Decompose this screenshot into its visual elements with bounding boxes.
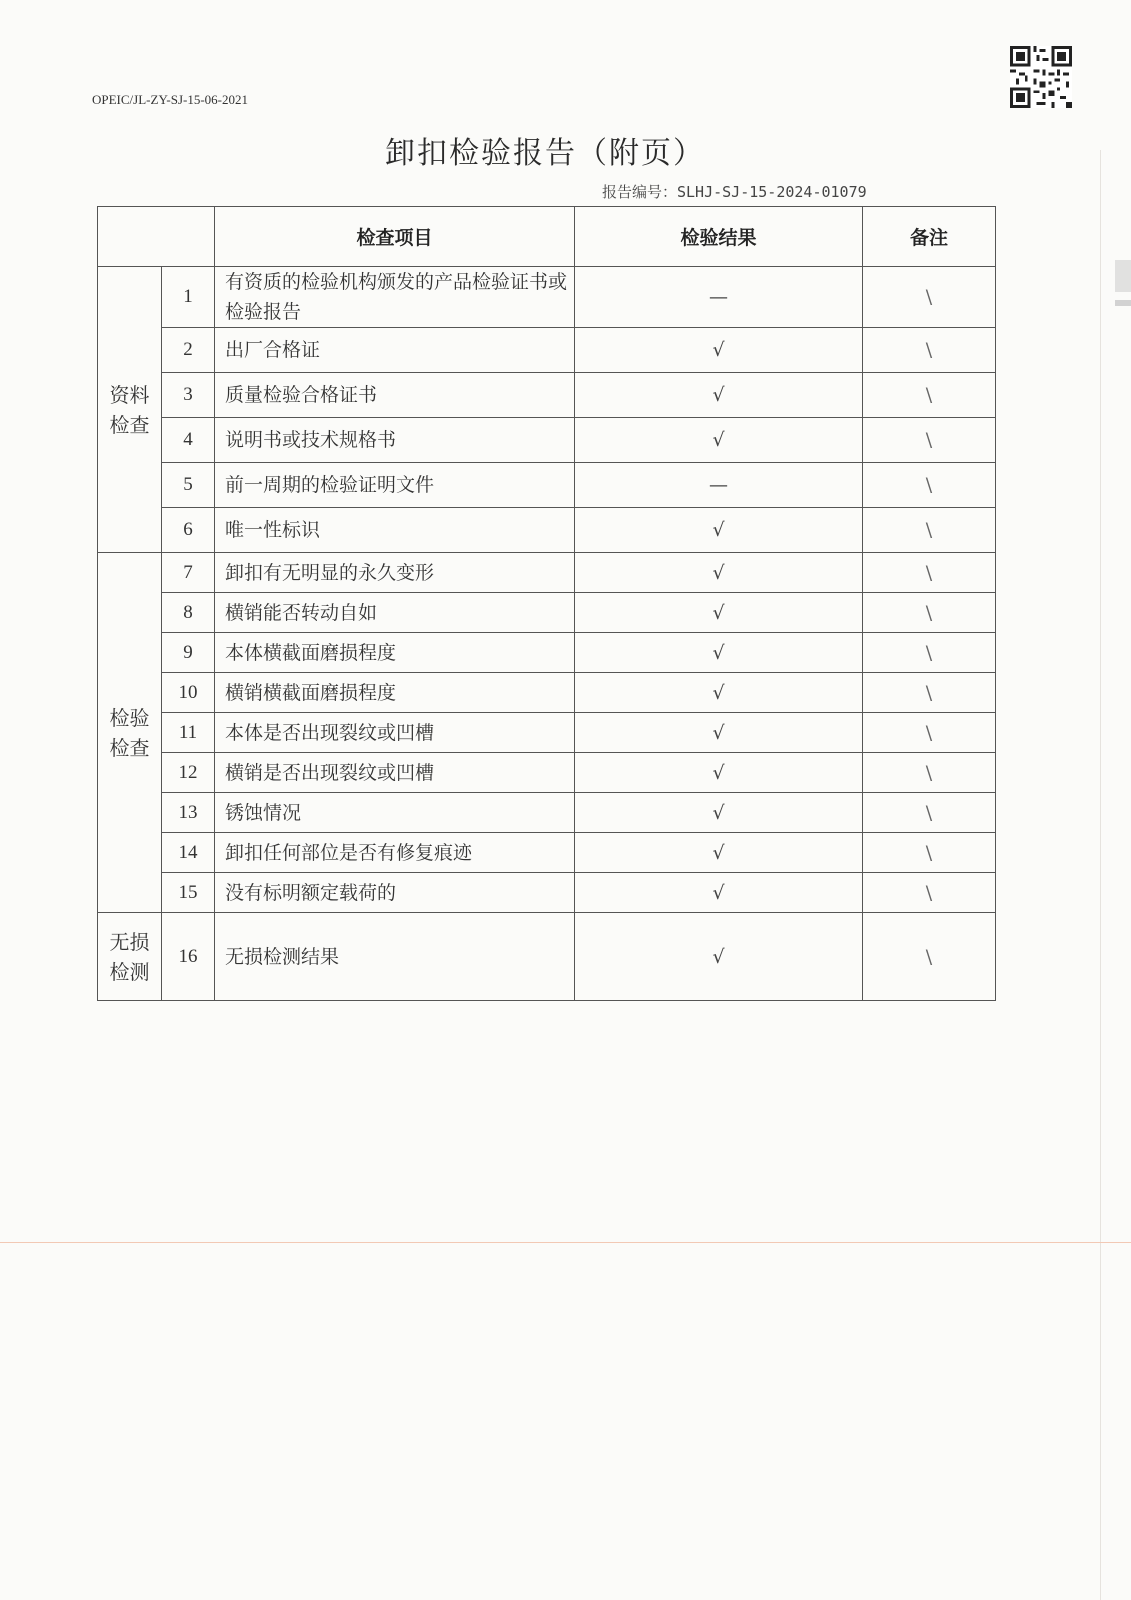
row-result: √ [575, 593, 863, 633]
row-remark: \ [863, 673, 996, 713]
row-number: 5 [162, 463, 215, 508]
table-row [98, 373, 996, 418]
row-result: √ [575, 418, 863, 463]
table-row [98, 553, 996, 593]
header-item: 检查项目 [215, 207, 575, 267]
table-row [98, 418, 996, 463]
inspection-table [97, 206, 996, 1001]
row-remark: \ [863, 463, 996, 508]
row-number: 6 [162, 508, 215, 553]
row-remark: \ [863, 328, 996, 373]
table-row [98, 873, 996, 913]
document-code: OPEIC/JL-ZY-SJ-15-06-2021 [92, 92, 248, 107]
row-number: 15 [162, 873, 215, 913]
row-number: 1 [162, 267, 215, 328]
row-number: 14 [162, 833, 215, 873]
row-number: 11 [162, 713, 215, 753]
table-row [98, 593, 996, 633]
row-item: 卸扣有无明显的永久变形 [215, 553, 575, 593]
row-item: 锈蚀情况 [215, 793, 575, 833]
row-item: 质量检验合格证书 [215, 373, 575, 418]
table-row [98, 753, 996, 793]
row-number: 2 [162, 328, 215, 373]
row-result: √ [575, 373, 863, 418]
row-remark: \ [863, 713, 996, 753]
row-remark: \ [863, 753, 996, 793]
qr-code-icon [1010, 46, 1072, 108]
row-number: 10 [162, 673, 215, 713]
scan-edge [1100, 150, 1131, 1600]
row-number: 3 [162, 373, 215, 418]
row-remark: \ [863, 873, 996, 913]
row-result: √ [575, 753, 863, 793]
row-item: 出厂合格证 [215, 328, 575, 373]
row-remark: \ [863, 793, 996, 833]
row-number: 9 [162, 633, 215, 673]
row-result: √ [575, 673, 863, 713]
row-item: 横销能否转动自如 [215, 593, 575, 633]
report-number: 报告编号：SLHJ-SJ-15-2024-01079 [602, 183, 867, 201]
row-number: 7 [162, 553, 215, 593]
row-remark: \ [863, 833, 996, 873]
row-result: √ [575, 873, 863, 913]
header-blank-cell [98, 207, 215, 267]
fold-line [0, 1242, 1131, 1243]
table-row [98, 463, 996, 508]
row-result: — [575, 267, 863, 328]
table-row [98, 508, 996, 553]
row-result: √ [575, 713, 863, 753]
row-item: 本体是否出现裂纹或凹槽 [215, 713, 575, 753]
table-row [98, 267, 996, 328]
row-remark: \ [863, 593, 996, 633]
group-label-inspection-check: 检验 检查 [98, 553, 162, 913]
row-remark: \ [863, 508, 996, 553]
row-remark: \ [863, 633, 996, 673]
header-result: 检验结果 [575, 207, 863, 267]
row-item: 没有标明额定载荷的 [215, 873, 575, 913]
row-number: 16 [162, 913, 215, 1001]
row-result: √ [575, 553, 863, 593]
row-item: 唯一性标识 [215, 508, 575, 553]
row-item: 本体横截面磨损程度 [215, 633, 575, 673]
row-number: 8 [162, 593, 215, 633]
row-remark: \ [863, 373, 996, 418]
row-result: √ [575, 633, 863, 673]
page-title: 卸扣检验报告（附页） [385, 136, 705, 171]
row-result: √ [575, 793, 863, 833]
row-number: 4 [162, 418, 215, 463]
row-remark: \ [863, 418, 996, 463]
group-label-ndt: 无损 检测 [98, 913, 162, 1001]
row-item: 卸扣任何部位是否有修复痕迹 [215, 833, 575, 873]
row-item: 横销是否出现裂纹或凹槽 [215, 753, 575, 793]
row-result: √ [575, 328, 863, 373]
header-remark: 备注 [863, 207, 996, 267]
row-item: 有资质的检验机构颁发的产品检验证书或检验报告 [215, 267, 575, 328]
group-label-document-check: 资料 检查 [98, 267, 162, 553]
table-row [98, 833, 996, 873]
row-result: √ [575, 833, 863, 873]
row-result: √ [575, 508, 863, 553]
table-row [98, 633, 996, 673]
table-row [98, 328, 996, 373]
row-remark: \ [863, 553, 996, 593]
table-row [98, 913, 996, 1001]
row-item: 横销横截面磨损程度 [215, 673, 575, 713]
row-item: 无损检测结果 [215, 913, 575, 1001]
table-row [98, 673, 996, 713]
row-result: √ [575, 913, 863, 1001]
row-result: — [575, 463, 863, 508]
row-number: 12 [162, 753, 215, 793]
table-header-row [98, 207, 996, 267]
table-row [98, 713, 996, 753]
row-number: 13 [162, 793, 215, 833]
table-row [98, 793, 996, 833]
row-remark: \ [863, 913, 996, 1001]
row-item: 前一周期的检验证明文件 [215, 463, 575, 508]
row-item: 说明书或技术规格书 [215, 418, 575, 463]
row-remark: \ [863, 267, 996, 328]
